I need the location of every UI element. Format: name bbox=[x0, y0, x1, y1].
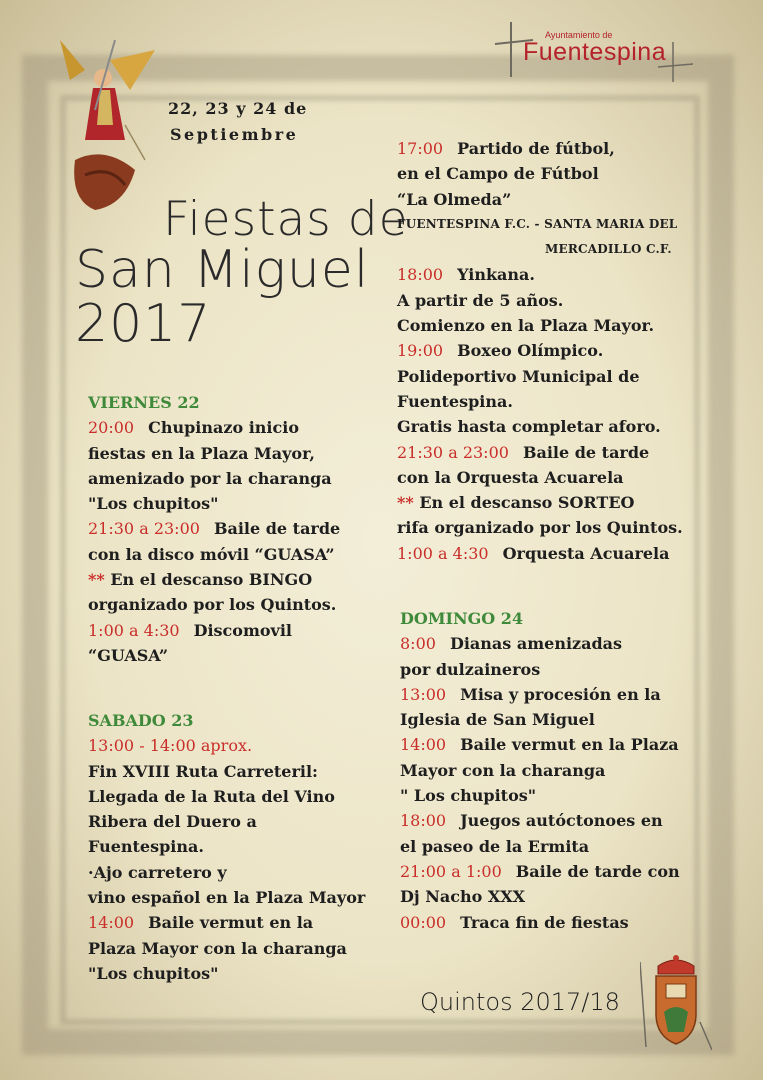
title-line-1: Fiestas de bbox=[163, 192, 409, 247]
event-text: ·Ajo carretero y bbox=[88, 862, 227, 882]
event-text: por dulzaineros bbox=[400, 659, 541, 679]
event-text: " Los chupitos" bbox=[400, 786, 537, 806]
event-text: Polideportivo Municipal de bbox=[397, 366, 640, 386]
event-text: con la disco móvil “GUASA” bbox=[88, 544, 335, 564]
event-text: A partir de 5 años. bbox=[397, 290, 564, 310]
day-heading-sabado: SABADO 23 bbox=[88, 711, 194, 730]
event-time: 18:00 bbox=[397, 265, 444, 285]
dates-line-1: 22, 23 y 24 de bbox=[168, 99, 308, 118]
event-time: 19:00 bbox=[397, 341, 444, 361]
viernes-schedule bbox=[88, 390, 340, 668]
event-time: 17:00 bbox=[397, 139, 444, 158]
event-time: 14:00 bbox=[88, 913, 135, 933]
event-text: fiestas en la Plaza Mayor, bbox=[88, 443, 315, 463]
event-time: 21:30 a 23:00 bbox=[88, 519, 200, 539]
event-text: Plaza Mayor con la charanga bbox=[88, 938, 347, 958]
event-time: 14:00 bbox=[400, 735, 447, 755]
event-text: FUENTESPINA F.C. - SANTA MARIA DEL bbox=[397, 216, 678, 231]
event-text: Partido de fútbol, bbox=[457, 139, 615, 158]
event-text: organizado por los Quintos. bbox=[88, 595, 337, 615]
event-text: en el Campo de Fútbol bbox=[397, 164, 599, 184]
quintos-signature: Quintos 2017/18 bbox=[420, 988, 620, 1016]
event-text: Ribera del Duero a bbox=[88, 812, 257, 832]
event-text: Fin XVIII Ruta Carreteril: bbox=[88, 761, 318, 781]
event-text: Dianas amenizadas bbox=[449, 634, 623, 654]
title-line-2: San Miguel bbox=[75, 240, 370, 300]
dates-line-2: Septiembre bbox=[170, 125, 299, 144]
event-text: Boxeo Olímpico. bbox=[457, 341, 604, 361]
event-text: Yinkana. bbox=[457, 265, 535, 285]
event-time: 1:00 a 4:30 bbox=[397, 543, 489, 563]
logo-subtitle: Ayuntamiento de bbox=[545, 30, 613, 40]
event-text: "Los chupitos" bbox=[88, 494, 219, 514]
asterisk-mark: ** bbox=[88, 570, 105, 590]
domingo-schedule bbox=[400, 606, 680, 935]
event-time: 8:00 bbox=[400, 634, 436, 654]
event-text: En el descanso BINGO bbox=[110, 570, 313, 590]
event-text: Orquesta Acuarela bbox=[502, 543, 670, 563]
event-text: rifa organizado por los Quintos. bbox=[397, 518, 683, 538]
event-text: En el descanso SORTEO bbox=[419, 493, 635, 513]
event-text: “La Olmeda” bbox=[397, 189, 512, 209]
event-text: Juegos autóctonoes en bbox=[460, 811, 663, 831]
asterisk-mark: ** bbox=[397, 493, 414, 513]
day-heading-domingo: DOMINGO 24 bbox=[400, 609, 524, 628]
event-text: Llegada de la Ruta del Vino bbox=[88, 786, 335, 806]
event-text: vino español en la Plaza Mayor bbox=[88, 888, 366, 908]
event-text: MERCADILLO C.F. bbox=[545, 242, 672, 257]
sabado-schedule-continued bbox=[397, 136, 683, 566]
event-time: 20:00 bbox=[88, 418, 135, 438]
fuentespina-logo bbox=[493, 22, 693, 82]
event-text: Baile vermut en la Plaza bbox=[460, 735, 679, 755]
event-time: 13:00 - 14:00 aprox. bbox=[88, 736, 253, 756]
event-text: amenizado por la charanga bbox=[88, 468, 332, 488]
event-text: Mayor con la charanga bbox=[400, 760, 606, 780]
sabado-schedule bbox=[88, 708, 365, 986]
saint-michael-illustration bbox=[55, 30, 165, 230]
event-text: Fuentespina. bbox=[397, 391, 513, 411]
event-dates bbox=[168, 96, 307, 148]
event-text: “GUASA” bbox=[88, 645, 169, 665]
event-text: Iglesia de San Miguel bbox=[400, 710, 595, 730]
event-time: 00:00 bbox=[400, 912, 447, 932]
event-text: el paseo de la Ermita bbox=[400, 836, 590, 856]
event-text: Baile de tarde bbox=[522, 442, 650, 462]
event-time: 18:00 bbox=[400, 811, 447, 831]
logo-title: Fuentespina bbox=[523, 38, 667, 66]
event-text: Dj Nacho XXX bbox=[400, 887, 526, 907]
event-text: Comienzo en la Plaza Mayor. bbox=[397, 316, 655, 336]
event-text: Fuentespina. bbox=[88, 837, 204, 857]
event-time: 1:00 a 4:30 bbox=[88, 620, 180, 640]
town-coat-of-arms-icon bbox=[640, 952, 712, 1052]
event-time: 21:00 a 1:00 bbox=[400, 861, 502, 881]
day-heading-viernes: VIERNES 22 bbox=[88, 393, 200, 412]
event-time: 21:30 a 23:00 bbox=[397, 442, 509, 462]
event-text: Baile vermut en la bbox=[148, 913, 314, 933]
event-text: Discomovil bbox=[193, 620, 293, 640]
event-text: Baile de tarde con bbox=[515, 861, 680, 881]
event-text: Misa y procesión en la bbox=[460, 684, 661, 704]
event-text: "Los chupitos" bbox=[88, 963, 219, 983]
event-time: 13:00 bbox=[400, 684, 447, 704]
event-text: Gratis hasta completar aforo. bbox=[397, 417, 661, 437]
title-line-3: 2017 bbox=[75, 294, 212, 354]
event-text: Baile de tarde bbox=[213, 519, 341, 539]
event-text: con la Orquesta Acuarela bbox=[397, 467, 624, 487]
event-text: Chupinazo inicio bbox=[148, 418, 299, 438]
event-text: Traca fin de fiestas bbox=[460, 912, 629, 932]
